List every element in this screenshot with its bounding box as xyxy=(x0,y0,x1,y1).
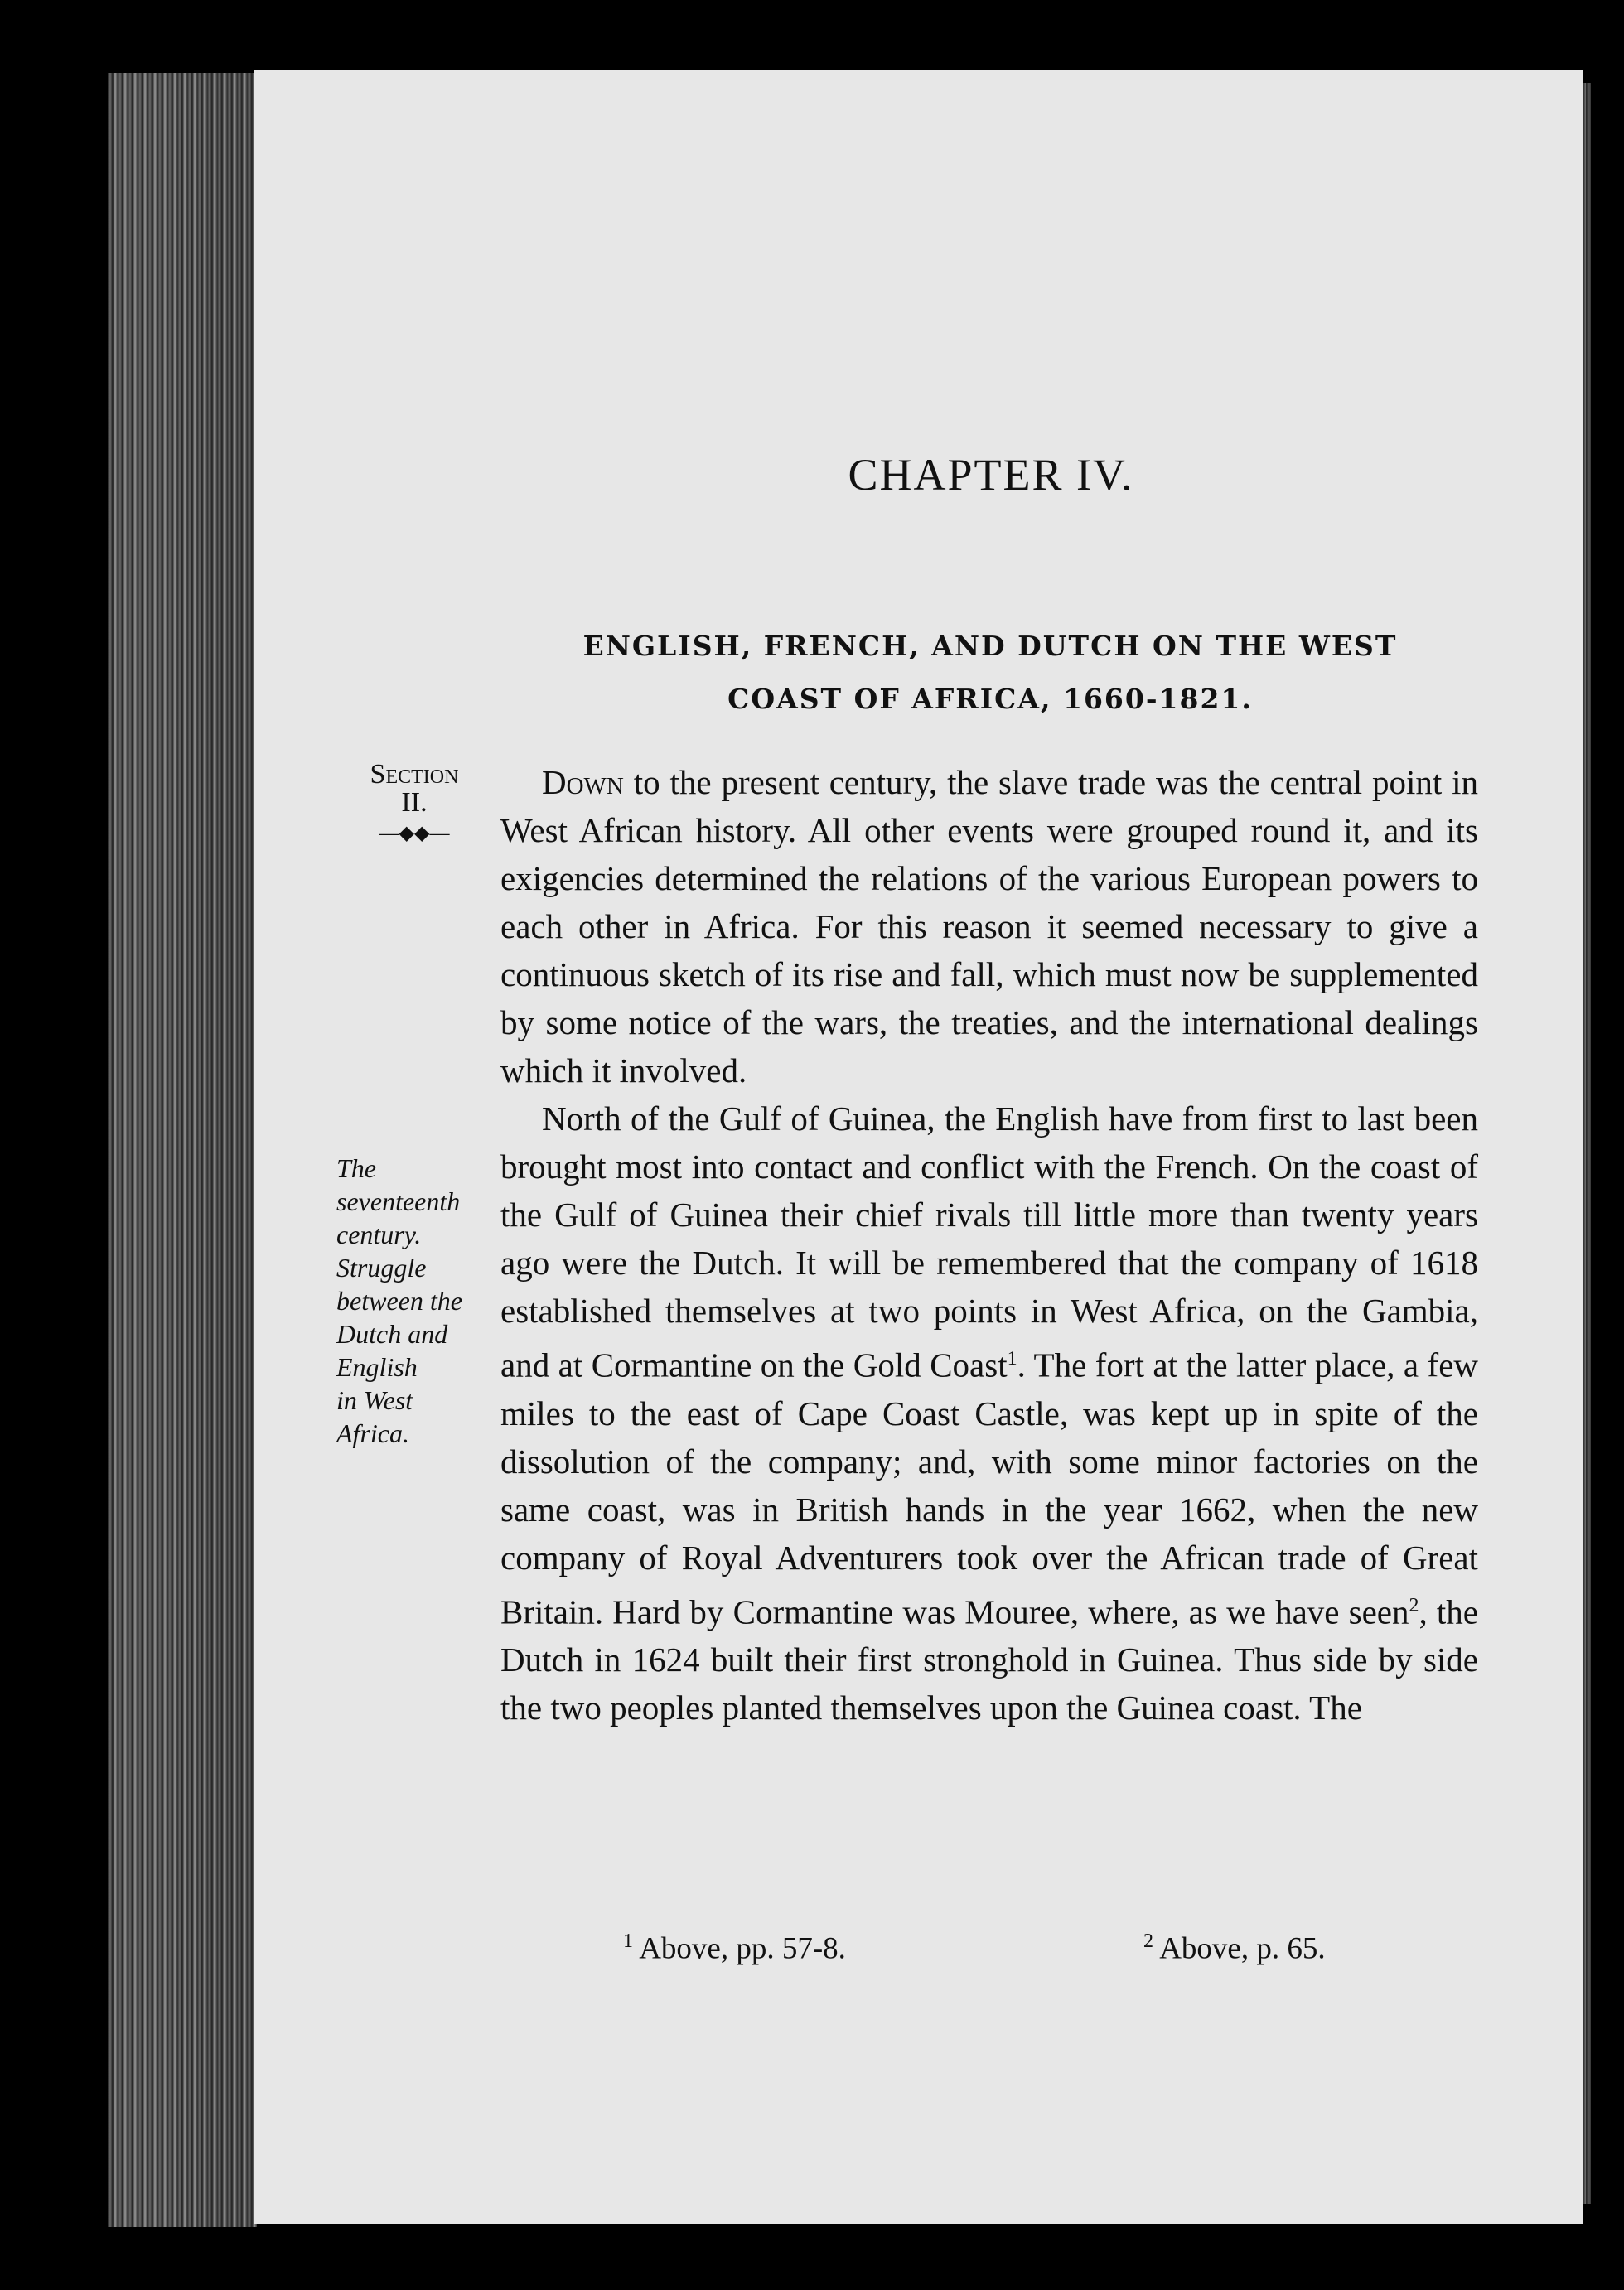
book-spine-edge-left xyxy=(108,73,257,2227)
footnote-2 xyxy=(1143,1930,1326,1966)
sidenote-line: in West xyxy=(336,1385,413,1415)
paragraph-2-part-a: North of the Gulf of Guinea, the English have from first to last been brought most into contact and conflict with the French. On the coast of the Gulf of Guinea their chief rivals till little more than twenty years ago were the Dutch. It will be remembered that the company of 1618 established themselves at two points in West Africa, on the Gambia, and at Cormantine on the Gold Coast xyxy=(500,1099,1478,1384)
paragraph-2 xyxy=(500,1094,1478,1732)
sidenote-line: Dutch and xyxy=(336,1319,448,1349)
chapter-title: CHAPTER IV. xyxy=(848,450,1134,500)
paragraph-1-text: to the present century, the slave trade was the central point in West African history. All other events were grouped round it, and its exigencies determined the relations of the various European powers to each other in Africa. For this reason it seemed necessary to give a continuous sketch of its rise and fall, which must now be supplemented by some notice of the wars, the treaties, and the international dealings which it involved. xyxy=(500,763,1478,1089)
sidenote-line: The xyxy=(336,1153,376,1183)
chapter-subtitle-line-2: COAST OF AFRICA, 1660-1821. xyxy=(727,683,1253,715)
footnote-1-mark: 1 xyxy=(623,1930,633,1952)
sidenote-line: Struggle xyxy=(336,1253,427,1283)
footnote-1-text: Above, pp. 57-8. xyxy=(633,1931,846,1966)
footnote-ref-2: 2 xyxy=(1409,1594,1419,1616)
chapter-subtitle xyxy=(530,620,1450,726)
section-word: Section xyxy=(370,759,459,790)
section-number: II. xyxy=(401,787,428,818)
paragraph-1 xyxy=(500,758,1478,1094)
paragraph-1-lead: Down xyxy=(542,763,624,801)
margin-sidenote xyxy=(336,1152,490,1450)
paragraph-2-part-b: . The fort at the latter place, a few miles to the east of Cape Coast Castle, was kept up in spite of the dissolution of the company; and, with some minor factories on the same coast, was in British hands in the year 1662, when the new company of Royal Adventurers took over the African trade of Great Britain. Hard by Cormantine was Mouree, where, as we have seen xyxy=(500,1345,1478,1631)
footnote-1 xyxy=(623,1930,846,1966)
sidenote-line: English xyxy=(336,1352,418,1382)
footnote-ref-1: 1 xyxy=(1007,1348,1017,1370)
chapter-subtitle-line-1: ENGLISH, FRENCH, AND DUTCH ON THE WEST xyxy=(582,630,1398,662)
sidenote-line: century. xyxy=(336,1220,422,1249)
paragraph-2-part-c: , the Dutch in 1624 built their first stronghold in Guinea. Thus side by side the two peoples planted themselves upon the Guinea coast. The xyxy=(500,1592,1479,1727)
section-rule: —◆◆— xyxy=(379,823,450,844)
sidenote-line: Africa. xyxy=(336,1418,409,1448)
sidenote-line: between the xyxy=(336,1286,462,1316)
body-text xyxy=(500,758,1478,1732)
footnote-2-text: Above, p. 65. xyxy=(1153,1931,1326,1966)
footnote-2-mark: 2 xyxy=(1143,1930,1153,1952)
section-label xyxy=(348,761,481,843)
sidenote-line: seventeenth xyxy=(336,1186,461,1216)
